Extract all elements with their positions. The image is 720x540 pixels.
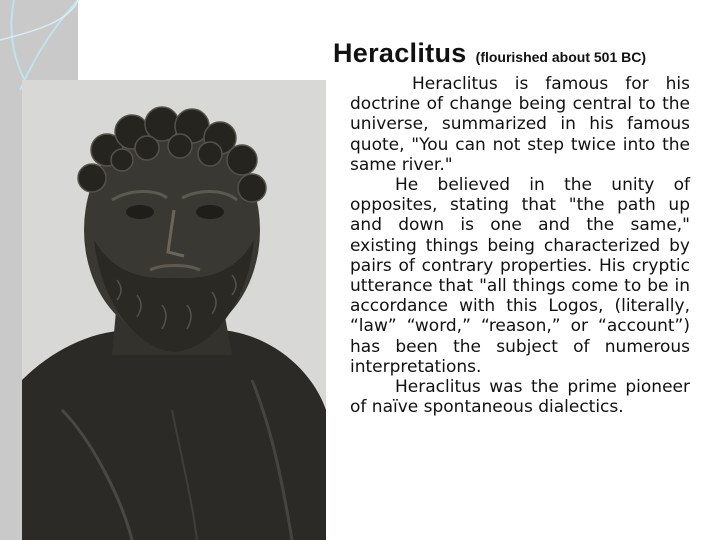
paragraph-opposites: He believed in the unity of opposites, stating that "the path up and down is one and the same," existing things being characterized by pairs of contrary properties. His cryptic utterance that "all things come to be in accordance with this Logos, (literally, “law” “word,” “reason,” or “account”) has been the subject of numerous interpretations. [350,175,690,377]
paragraph-dialectics: Heraclitus was the prime pioneer of naïve spontaneous dialectics. [350,377,690,418]
heading [333,38,703,78]
heraclitus-bust-image [22,80,326,540]
page-title: Heraclitus [333,38,467,68]
bronze-bust-portrait-icon [22,80,326,540]
body-text [350,74,690,417]
page-subtitle: (flourished about 501 BC) [475,49,647,65]
paragraph-change: Heraclitus is famous for his doctrine of change being central to the universe, summarized in his famous quote, "You can not step twice into the same river." [350,74,690,175]
decorative-curves [0,0,330,90]
